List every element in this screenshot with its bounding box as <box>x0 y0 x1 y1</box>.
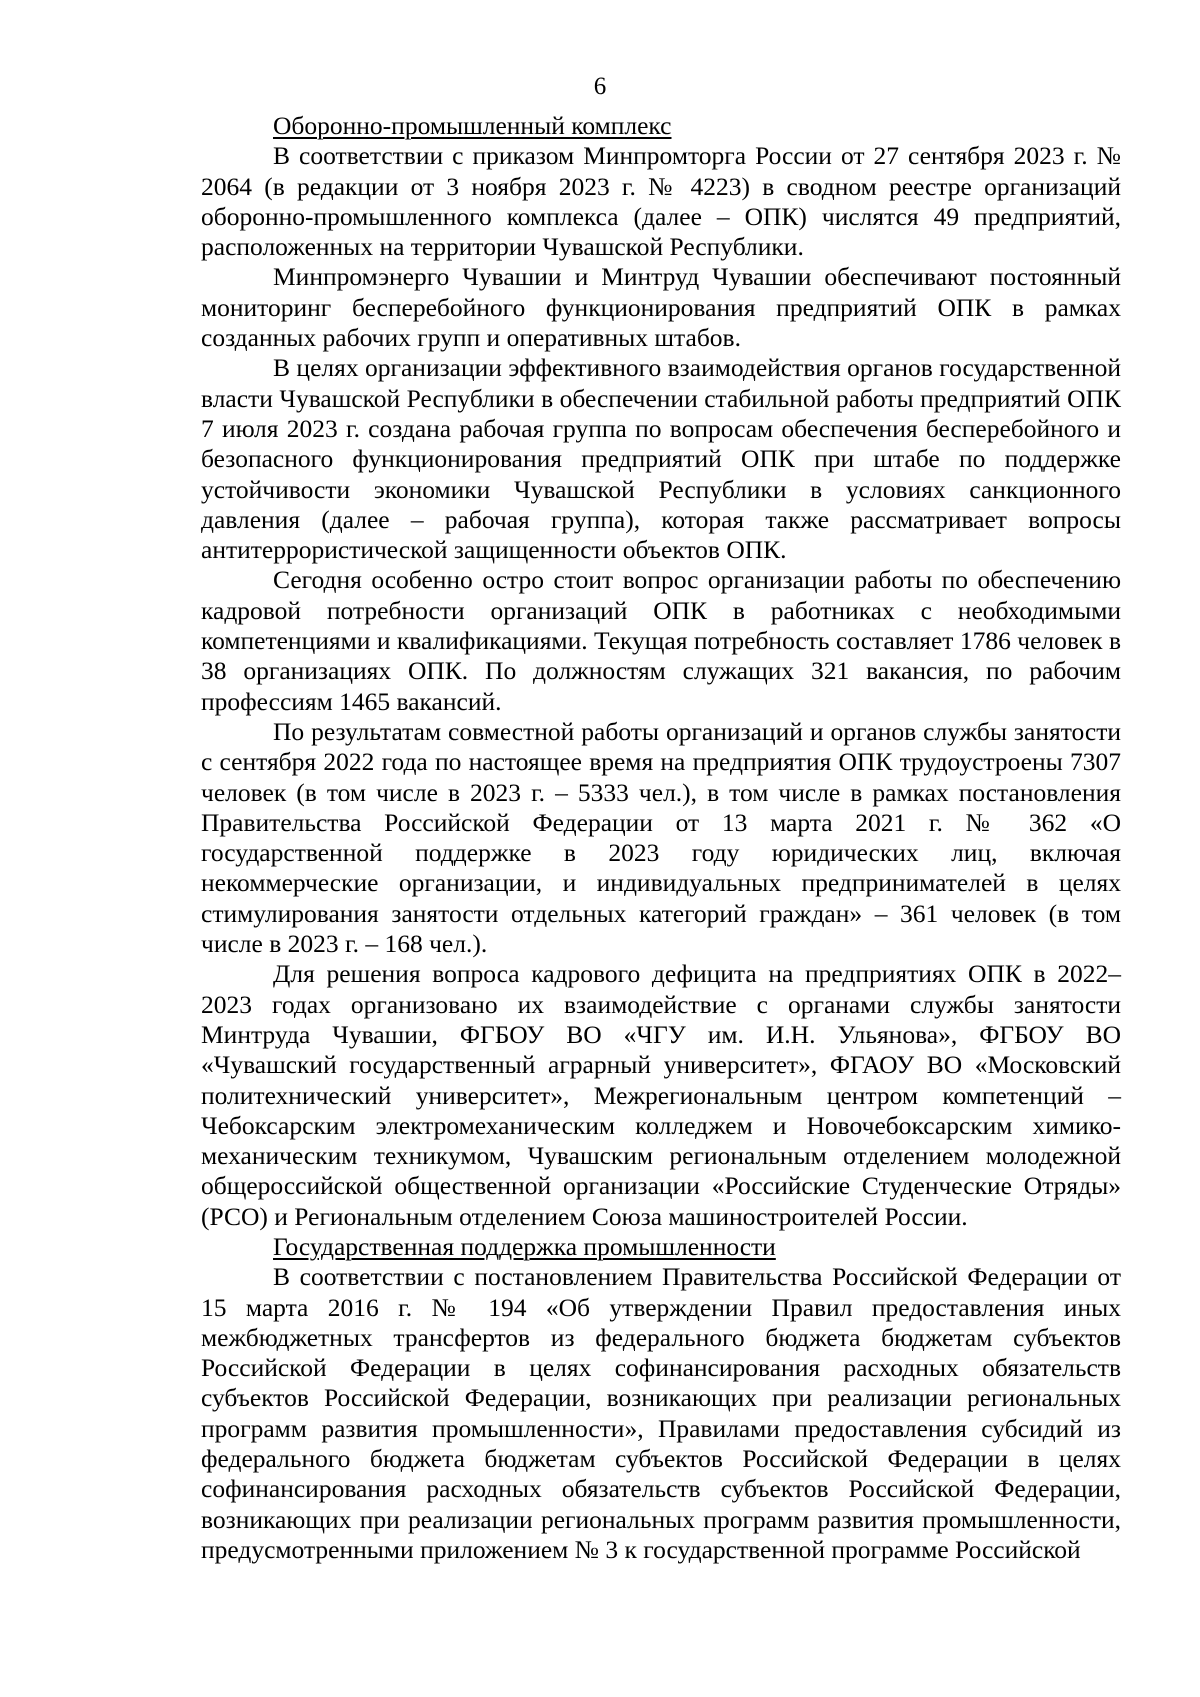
paragraph: Для решения вопроса кадрового дефицита на предприятиях ОПК в 2022–2023 годах организовано их взаимодействие с органами службы занятости Минтруда Чувашии, ФГБОУ ВО «ЧГУ им. И.Н. Ульянова», ФГБОУ ВО «Чувашский государственный аграрный университет», ФГАОУ ВО «Московский политехнический университет», Межрегиональным центром компетенций – Чебоксарским электромеханическим колледжем и Новочебоксарским химико-механическим техникумом, Чувашским региональным отделением молодежной общероссийской общественной организации «Российские Студенческие Отряды» (РСО) и Региональным отделением Союза машиностроителей России. <box>201 959 1121 1231</box>
section-heading-state-support: Государственная поддержка промышленности <box>273 1231 776 1261</box>
paragraph: По результатам совместной работы организаций и органов службы занятости с сентября 2022 года по настоящее время на предприятия ОПК трудоустроены 7307 человек (в том числе в 2023 г. – 5333 чел.), в том числе в рамках постановления Правительства Российской Федерации от 13 марта 2021 г. № 362 «О государственной поддержке в 2023 году юридических лиц, включая некоммерческие организации, и индивидуальных предпринимателей в целях стимулирования занятости отдельных категорий граждан» – 361 человек (в том числе в 2023 г. – 168 чел.). <box>201 716 1121 959</box>
paragraph: В соответствии с постановлением Правительства Российской Федерации от 15 марта 2016 г. № 194 «Об утверждении Правил предоставления иных межбюджетных трансфертов из федерального бюджета бюджетам субъектов Российской Федерации в целях софинансирования расходных обязательств субъектов Российской Федерации, возникающих при реализации региональных программ развития промышленности», Правилами предоставления субсидий из федерального бюджета бюджетам субъектов Российской Федерации в целях софинансирования расходных обязательств субъектов Российской Федерации, возникающих при реализации региональных программ развития промышленности, предусмотренными приложением № 3 к государственной программе Российской <box>201 1262 1121 1564</box>
section-heading-defense-industry: Оборонно-промышленный комплекс <box>273 111 672 140</box>
document-body <box>201 111 1121 1565</box>
paragraph: Сегодня особенно остро стоит вопрос организации работы по обеспечению кадровой потребности организаций ОПК в работниках с необходимыми компетенциями и квалификациями. Текущая потребность составляет 1786 человек в 38 организациях ОПК. По должностям служащих 321 вакансия, по рабочим профессиям 1465 вакансий. <box>201 565 1121 716</box>
paragraph: В целях организации эффективного взаимодействия органов государственной власти Чувашской Республики в обеспечении стабильной работы предприятий ОПК 7 июля 2023 г. создана рабочая группа по вопросам обеспечения бесперебойного и безопасного функционирования предприятий ОПК при штабе по поддержке устойчивости экономики Чувашской Республики в условиях санкционного давления (далее – рабочая группа), которая также рассматривает вопросы антитеррористической защищенности объектов ОПК. <box>201 353 1121 565</box>
page-number: 6 <box>593 73 607 100</box>
paragraph: Минпромэнерго Чувашии и Минтруд Чувашии обеспечивают постоянный мониторинг бесперебойного функционирования предприятий ОПК в рамках созданных рабочих групп и оперативных штабов. <box>201 262 1121 353</box>
paragraph: В соответствии с приказом Минпромторга России от 27 сентября 2023 г. № 2064 (в редакции от 3 ноября 2023 г. № 4223) в сводном реестре организаций оборонно-промышленного комплекса (далее – ОПК) числятся 49 предприятий, расположенных на территории Чувашской Республики. <box>201 141 1121 262</box>
